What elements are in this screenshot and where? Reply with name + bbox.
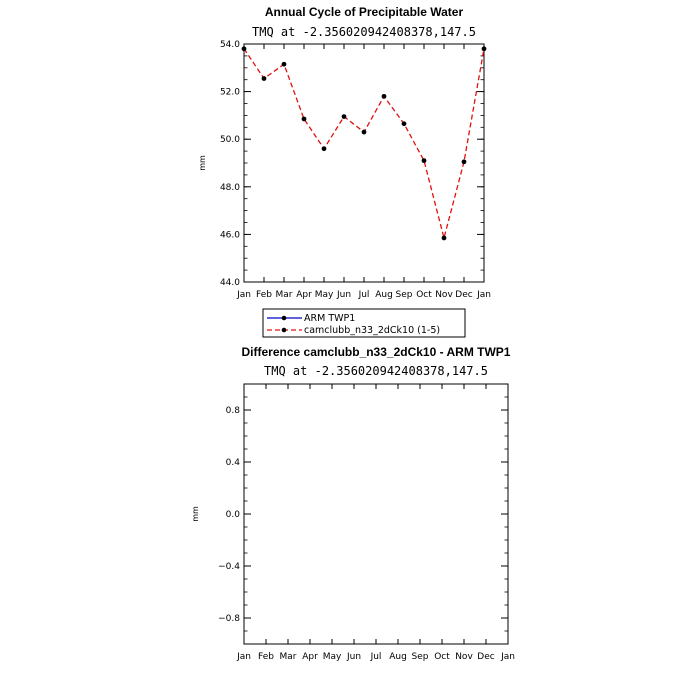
chart1-ylabel: mm [198, 155, 207, 171]
x-tick-label: Oct [416, 290, 432, 300]
x-tick-label: Sep [411, 652, 429, 662]
y-tick-label: 54.0 [219, 40, 240, 50]
x-tick-label: Jul [370, 652, 382, 662]
x-tick-label: Jan [237, 290, 251, 300]
x-tick-label: Mar [275, 290, 293, 300]
series-point [402, 121, 407, 126]
y-tick-label: 44.0 [219, 278, 240, 288]
x-tick-label: Aug [375, 290, 393, 300]
x-tick-label: Sep [395, 290, 413, 300]
x-tick-label: Jan [477, 290, 491, 300]
y-tick-label: −0.4 [218, 562, 240, 572]
chart1-legend [263, 309, 465, 337]
y-tick-label: 50.0 [219, 135, 240, 146]
series-point [422, 158, 427, 163]
x-tick-label: Dec [455, 290, 473, 300]
y-tick-label: 0.8 [225, 406, 240, 416]
y-tick-label: −0.8 [218, 614, 240, 624]
series-point [462, 159, 467, 164]
x-tick-label: Apr [302, 652, 318, 662]
chart1-subtitle: TMQ at -2.356020942408378,147.5 [252, 25, 476, 39]
legend-label-arm: ARM TWP1 [304, 313, 356, 324]
x-tick-label: Apr [296, 290, 312, 300]
x-tick-label: Jan [501, 652, 515, 662]
x-tick-label: May [322, 652, 342, 662]
series-line-1 [244, 49, 484, 238]
series-point [242, 46, 247, 51]
legend-marker-cam [282, 328, 287, 333]
chart2-title: Difference camclubb_n33_2dCk10 - ARM TWP1 [241, 345, 511, 359]
chart2-ylabel: mm [191, 506, 200, 522]
y-tick-label: 0.0 [225, 510, 240, 520]
y-tick-label: 48.0 [219, 182, 240, 193]
x-tick-label: Dec [477, 652, 495, 662]
series-point [302, 117, 307, 122]
series-point [262, 76, 267, 81]
x-tick-label: Feb [256, 290, 272, 300]
x-tick-label: Jul [358, 290, 370, 300]
x-tick-label: May [314, 290, 334, 300]
x-tick-label: Jun [336, 290, 352, 300]
annual-cycle-chart [198, 5, 491, 337]
x-tick-label: Feb [258, 652, 274, 662]
chart2-subtitle: TMQ at -2.356020942408378,147.5 [264, 364, 488, 378]
legend-marker-arm [282, 316, 287, 321]
chart1-plot-frame [244, 44, 484, 282]
difference-chart [191, 345, 515, 662]
x-tick-label: Jun [346, 652, 362, 662]
series-point [342, 114, 347, 119]
x-tick-label: Nov [435, 290, 453, 300]
series-point [282, 62, 287, 67]
chart1-title: Annual Cycle of Precipitable Water [264, 5, 464, 19]
series-point [382, 94, 387, 99]
legend-label-cam: camclubb_n33_2dCk10 (1-5) [304, 325, 441, 336]
x-tick-label: Aug [389, 652, 407, 662]
y-tick-label: 46.0 [219, 230, 240, 241]
x-tick-label: Oct [434, 652, 450, 662]
y-tick-label: 0.4 [225, 458, 240, 468]
series-point [362, 130, 367, 135]
series-point [482, 46, 487, 51]
x-tick-label: Jan [237, 652, 251, 662]
series-point [442, 236, 447, 241]
x-tick-label: Nov [455, 652, 473, 662]
y-tick-label: 52.0 [219, 87, 240, 98]
chart2-plot-frame [244, 384, 508, 644]
series-point [322, 146, 327, 151]
x-tick-label: Mar [279, 652, 297, 662]
